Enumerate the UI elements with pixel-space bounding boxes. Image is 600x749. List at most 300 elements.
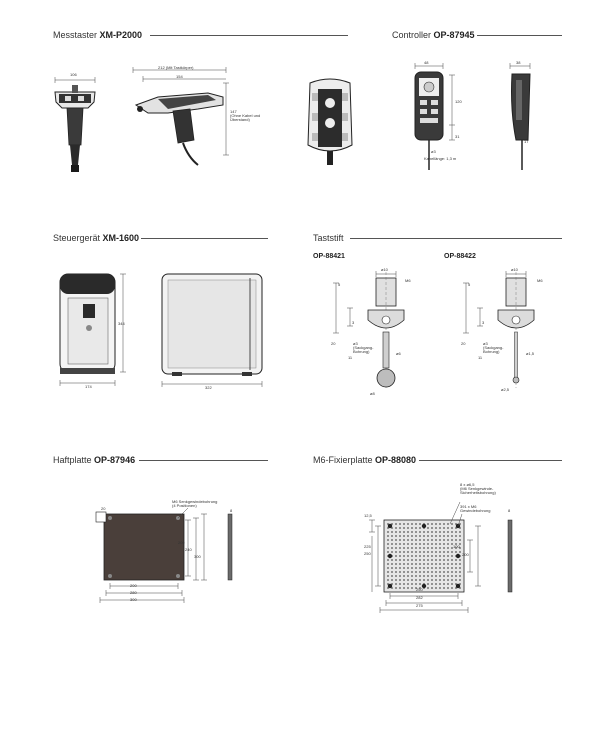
- fixier-hole: [419, 547, 421, 549]
- fixier-hole: [443, 539, 445, 541]
- fixier-hole: [443, 579, 445, 581]
- fixier-hole: [455, 531, 457, 533]
- fixier-hole: [399, 579, 401, 581]
- fixier-hole: [447, 547, 449, 549]
- fixier-hole: [407, 523, 409, 525]
- fixier-hole: [419, 551, 421, 553]
- fixier-hole: [431, 567, 433, 569]
- fixier-hole: [423, 535, 425, 537]
- fixier-hole: [447, 551, 449, 553]
- fixier-hole: [419, 555, 421, 557]
- fixier-hole: [427, 567, 429, 569]
- messtaster-front-view: [50, 70, 110, 175]
- fixier-hole: [459, 559, 461, 561]
- fixier-hole: [395, 539, 397, 541]
- fixier-hole: [439, 535, 441, 537]
- fixier-hole: [435, 587, 437, 589]
- ctrl-dim-38: 38: [516, 60, 521, 65]
- fixier-hole: [419, 583, 421, 585]
- fixier-hole: [431, 527, 433, 529]
- fixier-hole: [435, 575, 437, 577]
- fixier-hole: [427, 531, 429, 533]
- fixier-hole: [399, 539, 401, 541]
- fixier-hole: [387, 535, 389, 537]
- fixier-hole: [415, 527, 417, 529]
- fixier-hole: [447, 531, 449, 533]
- fixier-hole: [403, 579, 405, 581]
- fixier-hole: [423, 571, 425, 573]
- haft-v240: 240: [185, 547, 192, 552]
- tl-m6: M6: [405, 278, 411, 283]
- fixier-hole: [423, 543, 425, 545]
- fixier-hole: [391, 559, 393, 561]
- fixier-hole: [395, 579, 397, 581]
- fixier-hole: [407, 587, 409, 589]
- fixier-hole: [423, 547, 425, 549]
- fixier-hole: [403, 535, 405, 537]
- messtaster-top-view: [300, 75, 360, 170]
- fixier-hole: [423, 575, 425, 577]
- fixier-hole: [431, 551, 433, 553]
- fixier-hole: [435, 567, 437, 569]
- divider: [350, 238, 562, 239]
- divider: [139, 460, 268, 461]
- tl-d6: ø6: [396, 351, 401, 356]
- fixier-hole: [455, 551, 457, 553]
- tl-20: 20: [331, 341, 336, 346]
- fixier-hole: [395, 531, 397, 533]
- fixier-hole: [387, 579, 389, 581]
- tl-11: 11: [348, 355, 353, 360]
- fixier-hole: [435, 563, 437, 565]
- fixier-hole: [395, 583, 397, 585]
- section-title-haftplatte: Haftplatte OP-87946: [53, 455, 136, 465]
- fixier-hole: [459, 531, 461, 533]
- fixier-hole: [431, 583, 433, 585]
- fixier-hole: [415, 551, 417, 553]
- fixier-hole: [451, 567, 453, 569]
- divider: [150, 35, 348, 36]
- fixier-hole: [439, 583, 441, 585]
- fixier-hole: [399, 571, 401, 573]
- fixier-hole: [411, 559, 413, 561]
- fixier-hole: [459, 551, 461, 553]
- fixierplatte-drawing: [360, 480, 530, 620]
- taststift-right-drawing: [460, 268, 550, 403]
- fixier-hole: [447, 583, 449, 585]
- fixier-hole: [419, 571, 421, 573]
- fixier-hole: [423, 539, 425, 541]
- fixier-hole: [411, 551, 413, 553]
- fixier-hole: [399, 559, 401, 561]
- fixier-hole: [447, 543, 449, 545]
- tr-d15: ø1,5: [526, 351, 535, 356]
- fixier-hole: [387, 575, 389, 577]
- fixier-hole: [455, 563, 457, 565]
- fixier-hole: [419, 575, 421, 577]
- fix-v250: 250: [364, 551, 371, 556]
- fixier-hole: [427, 523, 429, 525]
- fixier-hole: [431, 563, 433, 565]
- fixier-hole: [439, 563, 441, 565]
- tr-11: 11: [478, 355, 483, 360]
- fixier-hole: [431, 535, 433, 537]
- steuer-dim-depth: 174: [85, 384, 92, 389]
- fixier-hole: [459, 575, 461, 577]
- fixier-hole: [459, 567, 461, 569]
- fixier-hole: [435, 583, 437, 585]
- divider: [141, 238, 268, 239]
- fixier-hole: [395, 563, 397, 565]
- fixier-hole: [439, 579, 441, 581]
- fixier-hole: [435, 531, 437, 533]
- fixier-hole: [443, 543, 445, 545]
- fixier-hole: [427, 571, 429, 573]
- fixier-hole: [427, 547, 429, 549]
- fixier-hole: [443, 575, 445, 577]
- haft-note: M6 Senkgewindebohrung (4 Positionen): [172, 499, 218, 509]
- fixier-hole: [415, 535, 417, 537]
- fixier-hole: [451, 555, 453, 557]
- fixier-hole: [399, 583, 401, 585]
- ctrl-dim-17: 17: [524, 139, 529, 144]
- fixier-hole: [431, 579, 433, 581]
- controller-code: OP-87945: [433, 30, 475, 40]
- fixier-hole: [435, 579, 437, 581]
- fixier-hole: [395, 551, 397, 553]
- fixier-hole: [415, 559, 417, 561]
- fixier-hole: [451, 527, 453, 529]
- fixier-hole: [423, 531, 425, 533]
- fixier-hole: [411, 571, 413, 573]
- fixier-hole: [455, 567, 457, 569]
- fixier-hole: [427, 583, 429, 585]
- fixier-hole: [407, 551, 409, 553]
- fixier-hole: [435, 555, 437, 557]
- fixier-hole: [399, 523, 401, 525]
- haft-h300: 300: [130, 597, 137, 602]
- fixier-hole: [419, 539, 421, 541]
- tr-d10: ø10: [511, 267, 518, 272]
- fixier-hole: [395, 535, 397, 537]
- fixier-hole: [427, 579, 429, 581]
- fixier-hole: [399, 531, 401, 533]
- fix-h275: 275: [416, 603, 423, 608]
- fixier-hole: [391, 571, 393, 573]
- fixier-hole: [387, 547, 389, 549]
- taststift-right-code: OP-88422: [444, 253, 476, 260]
- fixier-hole: [407, 531, 409, 533]
- fixier-hole: [447, 535, 449, 537]
- ctrl-cable-dia: ø3: [431, 149, 436, 154]
- fixier-hole: [435, 543, 437, 545]
- fixier-hole: [391, 563, 393, 565]
- fixier-hole: [395, 575, 397, 577]
- fixier-hole: [399, 567, 401, 569]
- tr-3: 3: [482, 320, 485, 325]
- fixier-hole: [439, 587, 441, 589]
- fixier-hole: [439, 547, 441, 549]
- fixier-hole: [387, 551, 389, 553]
- fixier-hole: [395, 543, 397, 545]
- fixier-hole: [431, 539, 433, 541]
- fixier-hole: [435, 523, 437, 525]
- fixier-hole: [411, 543, 413, 545]
- fixier-hole: [443, 587, 445, 589]
- fixier-hole: [455, 575, 457, 577]
- fix-v225: 225: [364, 544, 371, 549]
- tr-m6: M6: [537, 278, 543, 283]
- fixier-hole: [431, 571, 433, 573]
- fixier-hole: [419, 559, 421, 561]
- fix-v8: 8: [508, 508, 511, 513]
- fixier-hole: [395, 527, 397, 529]
- fixier-hole: [431, 547, 433, 549]
- fixier-hole: [395, 555, 397, 557]
- fixier-hole: [447, 559, 449, 561]
- fixier-hole: [455, 535, 457, 537]
- fixier-hole: [411, 539, 413, 541]
- fix-v200: 200: [462, 552, 469, 557]
- fixier-hole: [447, 575, 449, 577]
- fixier-hole: [407, 559, 409, 561]
- fixier-hole: [407, 555, 409, 557]
- divider: [477, 35, 562, 36]
- fixier-hole: [427, 575, 429, 577]
- fixier-hole: [439, 571, 441, 573]
- fixier-hole: [451, 587, 453, 589]
- fixier-hole: [427, 559, 429, 561]
- fixier-hole: [427, 535, 429, 537]
- fixier-hole: [407, 567, 409, 569]
- fixier-hole: [415, 567, 417, 569]
- steuer-dim-height: 344: [118, 321, 125, 326]
- fixier-hole: [403, 543, 405, 545]
- fixier-hole: [439, 543, 441, 545]
- fixier-hole: [435, 551, 437, 553]
- fixier-hole: [451, 531, 453, 533]
- fixier-hole: [427, 587, 429, 589]
- fixier-hole: [451, 535, 453, 537]
- fixier-hole: [403, 567, 405, 569]
- fixier-hole: [427, 543, 429, 545]
- section-title-taststift: Taststift: [313, 233, 344, 243]
- fixier-hole: [403, 523, 405, 525]
- fixier-hole: [419, 579, 421, 581]
- fixier-hole: [447, 579, 449, 581]
- fixier-hole: [451, 559, 453, 561]
- controller-front-view: [405, 60, 475, 180]
- fixier-hole: [439, 555, 441, 557]
- fixier-hole: [459, 535, 461, 537]
- fixier-hole: [427, 551, 429, 553]
- haft-v8: 8: [230, 508, 233, 513]
- taststift-left-code: OP-88421: [313, 253, 345, 260]
- ctrl-dim-31: 31: [455, 134, 460, 139]
- fixier-hole: [423, 563, 425, 565]
- fixier-hole: [427, 563, 429, 565]
- fixier-hole: [415, 523, 417, 525]
- tr-ball: ø2,5: [501, 387, 510, 392]
- fixier-hole: [443, 555, 445, 557]
- fixier-hole: [419, 567, 421, 569]
- fixier-hole: [439, 575, 441, 577]
- fixier-hole: [443, 583, 445, 585]
- fixier-hole: [415, 539, 417, 541]
- dim-front-width: 106: [70, 72, 77, 77]
- dim-height-note: 147 (Ohne Kabel und Überstand): [230, 109, 261, 123]
- fixier-hole: [459, 563, 461, 565]
- tr-5: 5: [468, 282, 471, 287]
- fixier-hole: [439, 523, 441, 525]
- fixier-hole: [459, 571, 461, 573]
- fixier-hole: [447, 539, 449, 541]
- fixier-hole: [407, 579, 409, 581]
- fixier-hole: [395, 587, 397, 589]
- fixier-hole: [403, 587, 405, 589]
- fixier-hole: [419, 543, 421, 545]
- fixier-hole: [415, 571, 417, 573]
- tl-5: 5: [338, 282, 341, 287]
- messtaster-code: XM-P2000: [99, 30, 143, 40]
- divider: [419, 460, 562, 461]
- section-title-steuergeraet: Steuergerät XM-1600: [53, 233, 140, 243]
- fixier-hole: [447, 563, 449, 565]
- fixier-hole: [407, 583, 409, 585]
- fixier-hole: [423, 579, 425, 581]
- fixier-hole: [387, 531, 389, 533]
- fixier-hole: [403, 551, 405, 553]
- fixier-hole: [443, 567, 445, 569]
- tl-3: 3: [352, 320, 355, 325]
- fixier-hole: [411, 563, 413, 565]
- fixier-hole: [403, 555, 405, 557]
- haft-v300: 300: [194, 554, 201, 559]
- fixier-hole: [451, 583, 453, 585]
- fixier-hole: [451, 551, 453, 553]
- fixier-hole: [387, 563, 389, 565]
- fixier-hole: [391, 535, 393, 537]
- fixier-hole: [423, 567, 425, 569]
- fixier-hole: [443, 527, 445, 529]
- fixier-hole: [411, 587, 413, 589]
- fix-v100: 100: [453, 544, 460, 549]
- fixier-hole: [443, 547, 445, 549]
- fixier-hole: [435, 539, 437, 541]
- fixier-hole: [431, 543, 433, 545]
- fixier-hole: [395, 523, 397, 525]
- fixier-hole: [447, 523, 449, 525]
- fixier-hole: [403, 527, 405, 529]
- fix-note: 8 x ø6,5 (M6 Senkgewinde- Sicherheitsbohrung): [460, 482, 496, 496]
- fixier-hole: [411, 555, 413, 557]
- fixier-hole: [395, 547, 397, 549]
- controller-side-view: [500, 60, 550, 180]
- fixier-hole: [411, 579, 413, 581]
- fixier-hole: [455, 579, 457, 581]
- section-title-controller: Controller OP-87945: [392, 30, 475, 40]
- fixier-hole: [399, 543, 401, 545]
- ctrl-dim-48: 48: [424, 60, 429, 65]
- fixier-hole: [447, 527, 449, 529]
- fixier-hole: [399, 587, 401, 589]
- ctrl-cable-len: Kabellänge: 1,3 m: [424, 156, 457, 161]
- fixier-hole: [439, 567, 441, 569]
- fixier-hole: [455, 571, 457, 573]
- fixier-hole: [455, 539, 457, 541]
- fixier-hole: [399, 555, 401, 557]
- fixier-hole: [435, 547, 437, 549]
- tr-d3: ø3 (Sackgang- Bohrung): [483, 341, 504, 355]
- fix-12-5: 12,5: [364, 513, 372, 518]
- fixier-hole: [427, 527, 429, 529]
- fix-h250: 250: [416, 587, 423, 592]
- fixier-hole: [391, 531, 393, 533]
- fixier-hole: [443, 563, 445, 565]
- fixier-hole: [407, 535, 409, 537]
- fix-note2: 391 x M6 Gewindebohrung: [460, 504, 491, 514]
- fixier-hole: [387, 543, 389, 545]
- fixier-hole: [399, 527, 401, 529]
- fixier-hole: [415, 583, 417, 585]
- fixier-hole: [451, 539, 453, 541]
- fixier-hole: [395, 559, 397, 561]
- fixier-hole: [419, 563, 421, 565]
- steuergeraet-code: XM-1600: [102, 233, 140, 243]
- fixier-hole: [411, 523, 413, 525]
- fixier-hole: [443, 571, 445, 573]
- fixier-hole: [423, 555, 425, 557]
- fixier-hole: [439, 551, 441, 553]
- fixier-hole: [387, 567, 389, 569]
- fixier-hole: [411, 531, 413, 533]
- fixier-hole: [403, 559, 405, 561]
- fixier-hole: [391, 579, 393, 581]
- haft-h200: 200: [130, 583, 137, 588]
- fixier-hole: [439, 559, 441, 561]
- fixier-hole: [411, 567, 413, 569]
- fixier-hole: [419, 535, 421, 537]
- fixier-hole: [407, 571, 409, 573]
- haft-h280: 280: [130, 590, 137, 595]
- fixier-hole: [391, 575, 393, 577]
- fixier-hole: [443, 559, 445, 561]
- section-title-messtaster: Messtaster XM-P2000: [53, 30, 143, 40]
- steuer-dim-width: 322: [205, 385, 212, 390]
- fixier-hole: [407, 575, 409, 577]
- fixier-hole: [403, 547, 405, 549]
- fix-h282: 282: [416, 595, 423, 600]
- fixier-hole: [403, 575, 405, 577]
- fixier-hole: [451, 579, 453, 581]
- ctrl-dim-120: 120: [455, 99, 462, 104]
- fixier-hole: [443, 531, 445, 533]
- fixier-hole: [419, 523, 421, 525]
- fixier-hole: [391, 547, 393, 549]
- fixier-hole: [435, 571, 437, 573]
- fixier-hole: [415, 575, 417, 577]
- fixier-hole: [419, 527, 421, 529]
- tl-ball: ø8: [370, 391, 375, 396]
- fixier-hole: [427, 539, 429, 541]
- fixier-hole: [431, 523, 433, 525]
- fixier-hole: [411, 547, 413, 549]
- steuergeraet-front-view: [55, 268, 135, 393]
- fixier-hole: [419, 531, 421, 533]
- fixier-hole: [407, 539, 409, 541]
- fixier-hole: [415, 531, 417, 533]
- fixier-hole: [435, 559, 437, 561]
